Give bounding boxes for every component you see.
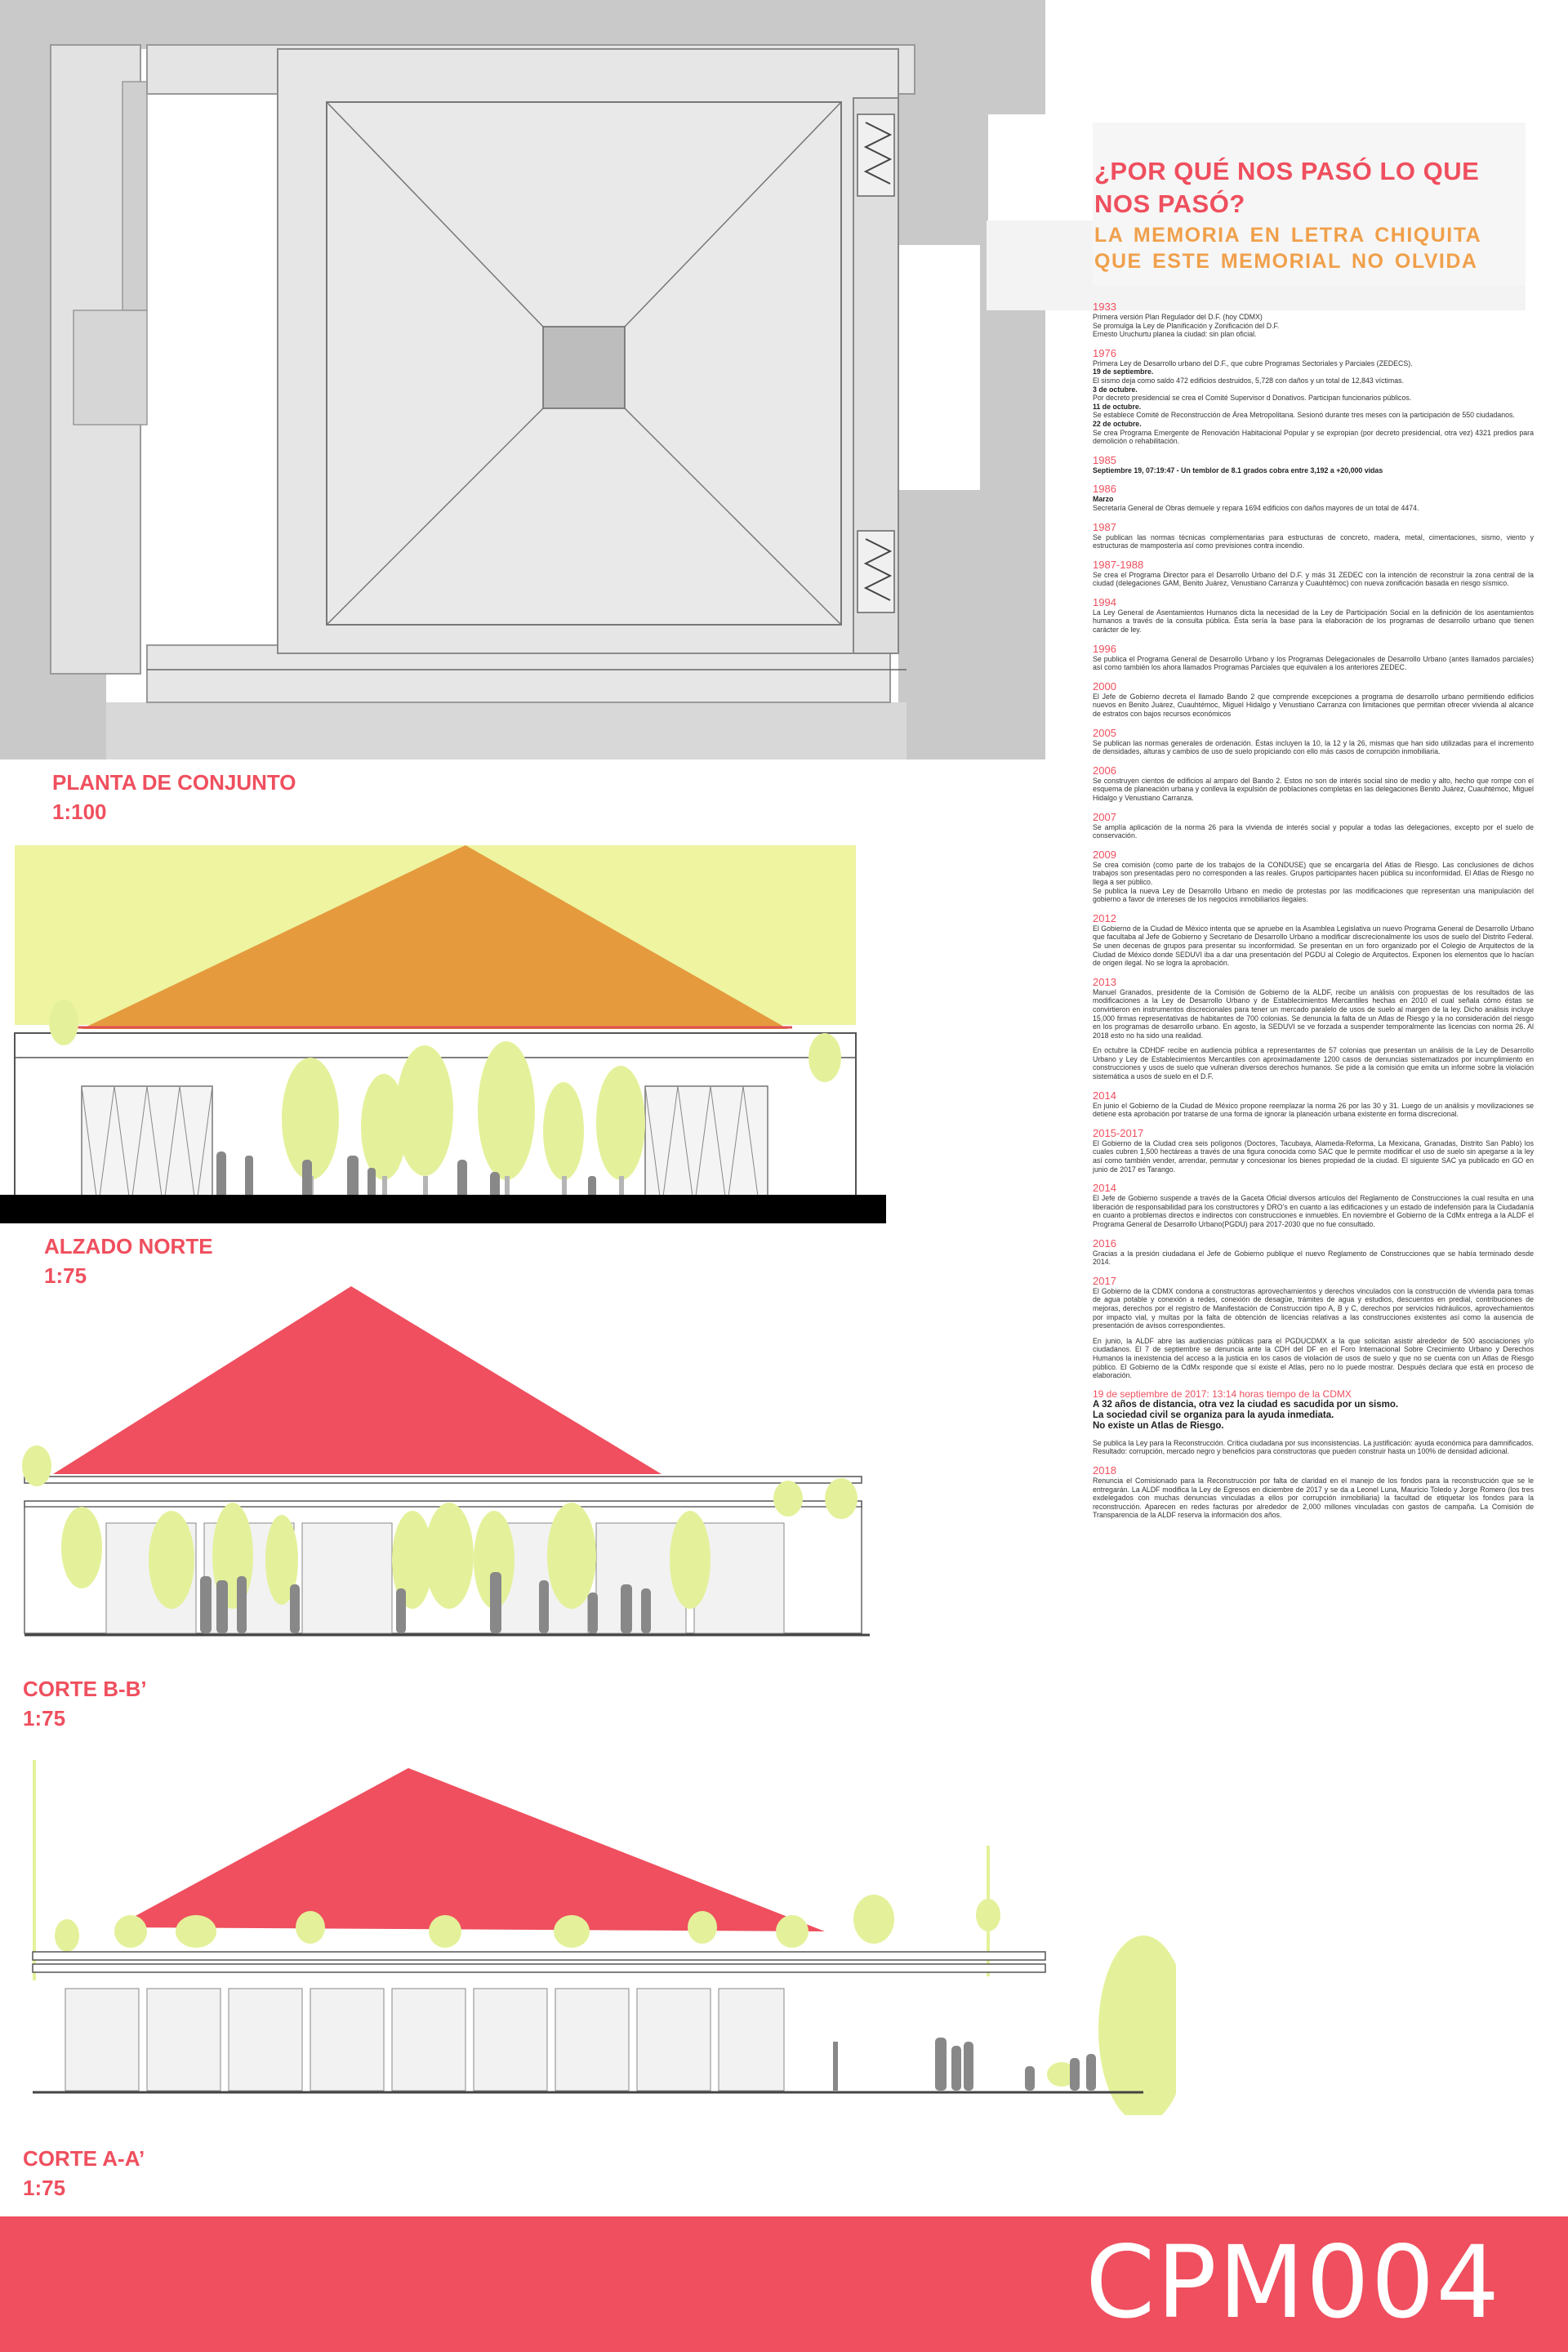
timeline-year: 2018 (1093, 1463, 1116, 1477)
timeline-text: Se amplía aplicación de la norma 26 para la vivienda de interés social y popular a todas las delegaciones, excepto por el suelo de conservación. (1093, 822, 1534, 840)
timeline-text: Se crea el Programa Director para el Desarrollo Urbano del D.F. y más 31 ZEDEC con la intención de reconstruir la zona central de la ciudad (delegaciones GAM, Benito Juárez, Venustiano Carranza y Cuauhtémoc) con nueva zonificación basada en riesgo sísmico. (1093, 570, 1534, 588)
timeline-text: Gracias a la presión ciudadana el Jefe de Gobierno publique el nuevo Reglamento de Construcciones que se había terminado desde 2014. (1093, 1249, 1534, 1267)
timeline-year: 1987-1988 (1093, 558, 1144, 571)
timeline-entry (1093, 1089, 1534, 1119)
timeline-text: Secretaría General de Obras demuele y repara 1694 edificios con daños mayores de un total de 4474. (1093, 503, 1419, 512)
timeline-text: En junio, la ALDF abre las audiencias públicas para el PGDUCDMX a la que solicitan asistir alrededor de 500 asociaciones y/o ciudadanos. El 7 de septiembre se denuncia ante la CDH del DF en el Foro Internacional Sobre Crecimiento Urbano y Derechos Humanos la inexistencia del acceso a la justicia en los casos de violación de usos de suelo y que no se cuenta con un Atlas de Riesgo público. El Gobierno de la CdMx responde que sí existe el Atlas, pero no lo puede mostrar. Después declara que está en proceso de elaboración. (1093, 1336, 1534, 1380)
timeline-text: En junio el Gobierno de la Ciudad de México propone reemplazar la norma 26 por las 30 y 31. Luego de un análisis y movilizaciones se detiene esta aprobación por tratarse de una forma de ignorar la planeación urbana existente en forma discrecional. (1093, 1101, 1534, 1119)
timeline-year: 1976 (1093, 346, 1116, 359)
timeline-entry (1093, 680, 1534, 719)
timeline-text: Se establece Comité de Reconstrucción de Área Metropolitana. Sesionó durante tres meses con la participación de 550 ciudadanos. (1093, 411, 1515, 420)
timeline-text: Se publican las normas técnicas complementarias para estructuras de concreto, madera, metal, cimentaciones, sismo, viento y estructuras de mampostería así como previsiones contra incendio. (1093, 532, 1534, 550)
timeline-text: 19 de septiembre. (1093, 368, 1154, 376)
section-bb-drawing (0, 1282, 898, 1666)
timeline-text: Por decreto presidencial se crea el Comité Supervisor d Donativos. Participan funcionarios públicos. (1093, 394, 1412, 403)
timeline-entry (1093, 559, 1534, 588)
timeline-entry (1093, 912, 1534, 968)
timeline-year: 2009 (1093, 848, 1116, 861)
timeline-entry (1093, 1464, 1534, 1520)
timeline-year: 2015-2017 (1093, 1126, 1144, 1139)
timeline-text: El Jefe de Gobierno suspende a través de la Gaceta Oficial diversos artículos del Reglamento de Construcciones la cual resulta en una liberación de responsabilidad para los constructores y DRO’s en cuanto a las edificaciones y un estado de indefensión para la Ciudadanía en cuanto a problemas directos e indirectos con construcciones e inmuebles. En noviembre el Gobierno de la CdMx entrega a la ALDF el Programa General de Desarrollo Urbano(PGDU) para 2017-2030 que no fue consultado. (1093, 1194, 1534, 1228)
timeline-entry (1093, 1388, 1534, 1456)
timeline-entry (1093, 764, 1534, 803)
timeline-year: 2016 (1093, 1236, 1116, 1250)
timeline-year: 1994 (1093, 595, 1116, 608)
timeline-entry (1093, 1275, 1534, 1380)
timeline-year: 2013 (1093, 975, 1116, 988)
drawing-scale: 1:75 (23, 1706, 66, 1731)
timeline-entry (1093, 1237, 1534, 1267)
timeline-text: El Gobierno de la CDMX condona a constructoras aprovechamientos y derechos vinculados con la construcción de vivienda para tomas de agua potable y conexión a redes, conexión de desagüe, trámites de agua y estudios, descuentos en predial, contribuciones de mejoras, derechos por el registro de Manifestación de Construcción tipo A, B y C, derechos por servicios hidráulicos, aprovechamientos por impacto vial, y multas por la falta de obtención de licencias relativas a las construcciones existentes así como la ausencia de presentación de avisos correspondientes. (1093, 1286, 1534, 1330)
timeline-text: Se publican las normas generales de ordenación. Éstas incluyen la 10, la 12 y la 26, mismas que han sido utilizadas para el incremento de densidades, alturas y cambios de uso de suelo propiciando con ello más casos de corrupción inmobiliaria. (1093, 738, 1534, 756)
timeline-year: 2014 (1093, 1089, 1116, 1102)
page-subtitle: LA MEMORIA EN LETRA CHIQUITA QUE ESTE MEMORIAL NO OLVIDA (1094, 224, 1481, 273)
timeline-year: 1987 (1093, 520, 1116, 533)
timeline-text: Se crea comisión (como parte de los trabajos de la CONDUSE) que se encargaría del Atlas de Riesgo. Las conclusiones de dichos trabajos son presentadas pero no corresponden a las reales. Grupos participantes hacen pública su inconformidad. El Atlas de Riesgo no llega a ser público. (1093, 860, 1534, 886)
timeline-entry (1093, 301, 1534, 339)
timeline-entry (1093, 727, 1534, 756)
timeline-text: Se crea Programa Emergente de Renovación Habitacional Popular y se expropian (por decreto presidencial, otra vez) 4321 predios para demolición o rehabilitación. (1093, 428, 1534, 446)
timeline-text: Septiembre 19, 07:19:47 - Un temblor de 8.1 grados cobra entre 3,192 a +20,000 vidas (1093, 466, 1383, 474)
timeline-text: Manuel Granados, presidente de la Comisión de Gobierno de la ALDF, recibe un análisis con propuestas de los resultados de las modificaciones a la Ley de Desarrollo Urbano y de Establecimientos Mercantiles hechas en 2010 el cual señala cómo éstas se convirtieron en instrumentos discrecionales para tener un mercado paralelo de usos de suelo al margen de la ley. Dicho análisis incluye 15,000 firmas representativas de habitantes de 700 colonias. Se denuncia la falta de un Atlas de Riesgo y la no consideración del riesgo en los programas de desarrollo urbano. En agosto, la SEDUVI se ve forzada a suspender temporalmente las licencias con norma 26. Al 2018 esto no ha sido una realidad. (1093, 987, 1534, 1040)
site-plan-drawing (0, 0, 1045, 760)
north-elevation-drawing (0, 841, 898, 1233)
drawing-caption-section-bb (23, 1674, 147, 1733)
timeline-text: El Jefe de Gobierno decreta el llamado Bando 2 que comprende excepciones a programa de desarrollo urbano permitiendo edificios nuevos en Benito Juárez, Cuauhtémoc, Miguel Hidalgo y Venustiano Carranza con limitaciones que permitan ofrecer vivienda al alcance de estratos con bajos recursos económicos (1093, 692, 1534, 719)
timeline-entry (1093, 596, 1534, 635)
timeline-text: Se construyen cientos de edificios al amparo del Bando 2. Estos no son de interés social sino de medio y alto, hecho que rompe con el esquema de planeación urbana y conlleva la expulsión de poblaciones completas en las delegaciones Benito Juárez, Cuauhtémoc, Miguel Hidalgo y Venustiano Carranza. (1093, 776, 1534, 802)
timeline-entry (1093, 976, 1534, 1081)
timeline-highlight: A 32 años de distancia, otra vez la ciudad es sacudida por un sismo. (1093, 1399, 1399, 1410)
timeline-text: Se promulga la Ley de Planificación y Zonificación del D.F. (1093, 321, 1280, 330)
timeline-text: Primera versión Plan Regulador del D.F. (hoy CDMX) (1093, 313, 1263, 321)
timeline-year: 1985 (1093, 453, 1116, 466)
timeline-entry (1093, 1182, 1534, 1228)
timeline-year: 2006 (1093, 764, 1116, 777)
timeline-year: 2017 (1093, 1274, 1116, 1287)
timeline-text: El Gobierno de la Ciudad crea seis polígonos (Doctores, Tacubaya, Alameda-Reforma, La Mexicana, Granadas, Distrito San Pablo) los cuales cubren 1,500 hectáreas a través de una figura conocida como SAC que le permite modificar el uso de suelo sin apegarse a la ley así como también vender, arrendar, permutar y concesionar los bienes propiedad de la ciudad. El siguiente SAC ya publicado en GO en junio de 2017 es Tarango. (1093, 1138, 1534, 1174)
timeline-year: 2012 (1093, 911, 1116, 924)
drawing-title: CORTE B-B’ (23, 1677, 147, 1701)
timeline-year: 19 de septiembre de 2017: 13:14 horas tiempo de la CDMX (1093, 1388, 1352, 1400)
drawing-title: ALZADO NORTE (44, 1234, 213, 1258)
timeline-text: En octubre la CDHDF recibe en audiencia pública a representantes de 57 colonias que presentan un análisis de la Ley de Desarrollo Urbano y Ley de Establecimientos Mercantiles con aproximadamente 1200 casos de denuncias sistematizados por incumplimiento en construcciones y usos de suelo que vulneran diversos derechos humanos. Se pide a la comisión que emita un informe sobre la violación sistemática a usos de suelo en el D.F. (1093, 1046, 1534, 1081)
timeline-entry (1093, 521, 1534, 550)
drawing-scale: 1:75 (44, 1263, 87, 1288)
timeline-year: 2005 (1093, 726, 1116, 739)
timeline (1093, 301, 1534, 1528)
timeline-text: Renuncia el Comisionado para la Reconstrucción por falta de claridad en el manejo de los fondos para la reconstrucción que se le entregarán. La ALDF modifica la Ley de Egresos en diciembre de 2017 y se da a Leonel Luna, Mauricio Toledo y Jorge Romero (los tres exdelegados con muchas denuncias vinculadas a ellos por corrupción inmobiliaria) la facultad de etiquetar los fondos para la reconstrucción. Aparecen en redes facturas por alrededor de 2,000 millones vinculadas con gastos de campaña. La Comisión de Transparencia de la ALDF reserva la información dos años. (1093, 1476, 1534, 1520)
timeline-year: 2007 (1093, 810, 1116, 823)
timeline-highlight: La sociedad civil se organiza para la ayuda inmediata. (1093, 1410, 1334, 1420)
timeline-entry (1093, 454, 1534, 475)
drawing-scale: 1:75 (23, 2176, 66, 2200)
timeline-entry (1093, 347, 1534, 446)
timeline-year: 2000 (1093, 679, 1116, 693)
timeline-year: 1996 (1093, 642, 1116, 655)
timeline-year: 2014 (1093, 1182, 1116, 1195)
timeline-text: 22 de octubre. (1093, 419, 1142, 428)
timeline-text: Primera Ley de Desarrollo urbano del D.F., que cubre Programas Sectoriales y Parciales (ZEDECS). (1093, 359, 1413, 368)
timeline-entry (1093, 849, 1534, 904)
timeline-entry (1093, 811, 1534, 840)
drawing-scale: 1:100 (52, 800, 107, 824)
timeline-year: 1933 (1093, 301, 1116, 313)
drawing-caption-section-aa (23, 2144, 145, 2203)
timeline-text: 11 de octubre. (1093, 402, 1142, 411)
timeline-text: La Ley General de Asentamientos Humanos dicta la necesidad de la Ley de Participación Social en la definición de los asentamientos humanos a través de la consulta pública. Ésta sería la base para la elaboración de los programas de desarrollo urbano que tienen carácter de ley. (1093, 608, 1534, 635)
page-title: ¿POR QUÉ NOS PASÓ LO QUE NOS PASÓ? (1094, 157, 1480, 218)
project-code: CPM004 (1085, 2225, 1501, 2341)
drawing-caption-site-plan (52, 768, 296, 826)
timeline-entry (1093, 483, 1534, 512)
drawing-title: PLANTA DE CONJUNTO (52, 770, 296, 795)
timeline-text: El sismo deja como saldo 472 edificios destruidos, 5,728 con daños y un total de 12,843 víctimas. (1093, 376, 1404, 385)
timeline-entry (1093, 1127, 1534, 1174)
timeline-year: 1986 (1093, 483, 1116, 496)
timeline-text: El Gobierno de la Ciudad de México intenta que se apruebe en la Asamblea Legislativa un nuevo Programa General de Desarrollo Urbano que facultaba al Jefe de Gobierno y Secretario de Desarrollo Urbano a modificar discrecionalmente los usos de suelo del Distrito Federal. Se unen decenas de grupos para presentar su inconformidad. Se presentan en un foro organizado por el Colegio de Arquitectos de la Ciudad de México donde SEDUVI iba a dar una presentación del PGDU al Colegio de Arquitectos. Exponen los elementos que lo hacían de origen ilegal. No se logra la aprobación. (1093, 924, 1534, 968)
timeline-text: Ernesto Uruchurtu planea la ciudad: sin plan oficial. (1093, 330, 1257, 339)
timeline-text: 3 de octubre. (1093, 385, 1138, 394)
timeline-highlight: No existe un Atlas de Riesgo. (1093, 1420, 1224, 1431)
timeline-text: Se publica la Ley para la Reconstrucción. Crítica ciudadana por sus inconsistencias. La justificación: ayuda económica para damnificados. Resultado: corrupción, mercado negro y beneficios para constructoras que pueden construir hasta un 100% de densidad adicional. (1093, 1438, 1534, 1456)
drawing-title: CORTE A-A’ (23, 2146, 145, 2171)
timeline-text: Se publica la nueva Ley de Desarrollo Urbano en medio de protestas por las modificaciones que representan una manipulación del gobierno a favor de intereses de los negocios inmobiliarios ilegales. (1093, 886, 1534, 904)
timeline-text: Se publica el Programa General de Desarrollo Urbano y los Programas Delegacionales de Desarrollo Urbano (antes llamados parciales) así como también los ahora llamados Programas Parciales que equivalen a los anteriores ZEDEC. (1093, 654, 1534, 672)
timeline-entry (1093, 643, 1534, 672)
section-aa-drawing (0, 1756, 1176, 2115)
timeline-text: Marzo (1093, 495, 1114, 504)
